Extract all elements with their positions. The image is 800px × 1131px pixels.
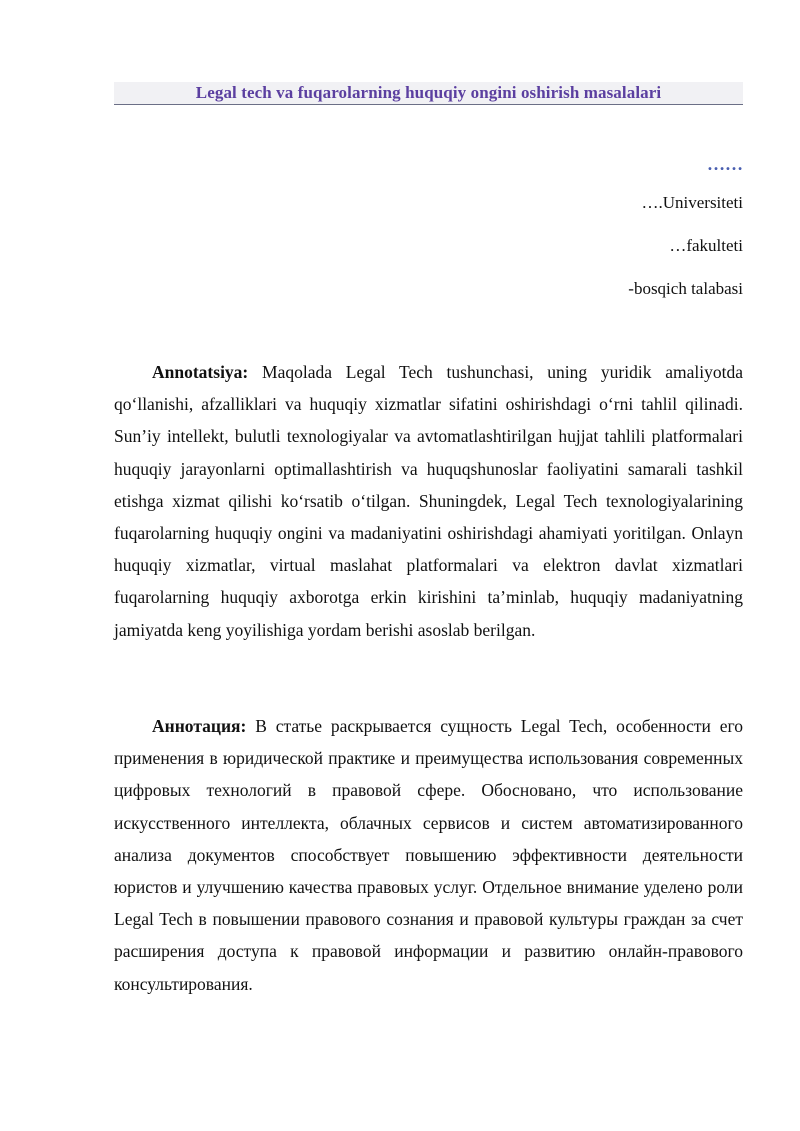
- abstract-russian-paragraph: [114, 710, 743, 1000]
- author-course: -bosqich talabasi: [628, 279, 743, 298]
- abstract-uzbek-label: Annotatsiya:: [152, 362, 249, 382]
- abstract-russian: [114, 710, 743, 1000]
- abstract-uzbek-text: Maqolada Legal Tech tushunchasi, uning yuridik amaliyotda qo‘llanishi, afzalliklari va huquqiy xizmatlar sifatini oshirishdagi o‘rni tahlil qilinadi. Sun’iy intellekt, bulutli texnologiyalar va avtomatlashtirilgan hujjat tahlili platformalari huquqiy jarayonlarni optimallashtirish va huquqshunoslar faoliyatini samarali tashkil etishga xizmat qilishi ko‘rsatib o‘tilgan. Shuningdek, Legal Tech texnologiyalarining fuqarolarning huquqiy ongini va madaniyatini oshirishdagi ahamiyati yoritilgan. Onlayn huquqiy xizmatlar, virtual maslahat platformalari va elektron davlat xizmatlari fuqarolarning huquqiy axborotga erkin kirishini ta’minlab, huquqiy madaniyatning jamiyatda keng yoyilishiga yordam berishi asoslab berilgan.: [114, 362, 743, 640]
- abstract-uzbek: [114, 356, 743, 646]
- document-title: Legal tech va fuqarolarning huquqiy ongini oshirish masalalari: [195, 83, 662, 102]
- author-faculty: …fakulteti: [669, 236, 743, 255]
- author-university: ….Universiteti: [641, 193, 743, 212]
- author-name-placeholder: ……: [707, 154, 743, 174]
- abstract-russian-label: Аннотация:: [152, 716, 247, 736]
- title-banner: [114, 82, 743, 105]
- abstract-uzbek-paragraph: [114, 356, 743, 646]
- abstract-russian-text: В статье раскрывается сущность Legal Tech, особенности его применения в юридической практике и преимущества использования современных цифровых технологий в правовой сфере. Обосновано, что использование искусственного интеллекта, облачных сервисов и систем автоматизированного анализа документов способствует повышению эффективности деятельности юристов и улучшению качества правовых услуг. Отдельное внимание уделено роли Legal Tech в повышении правового сознания и правовой культуры граждан за счет расширения доступа к правовой информации и развитию онлайн-правового консультирования.: [114, 716, 743, 994]
- author-block: [343, 150, 743, 310]
